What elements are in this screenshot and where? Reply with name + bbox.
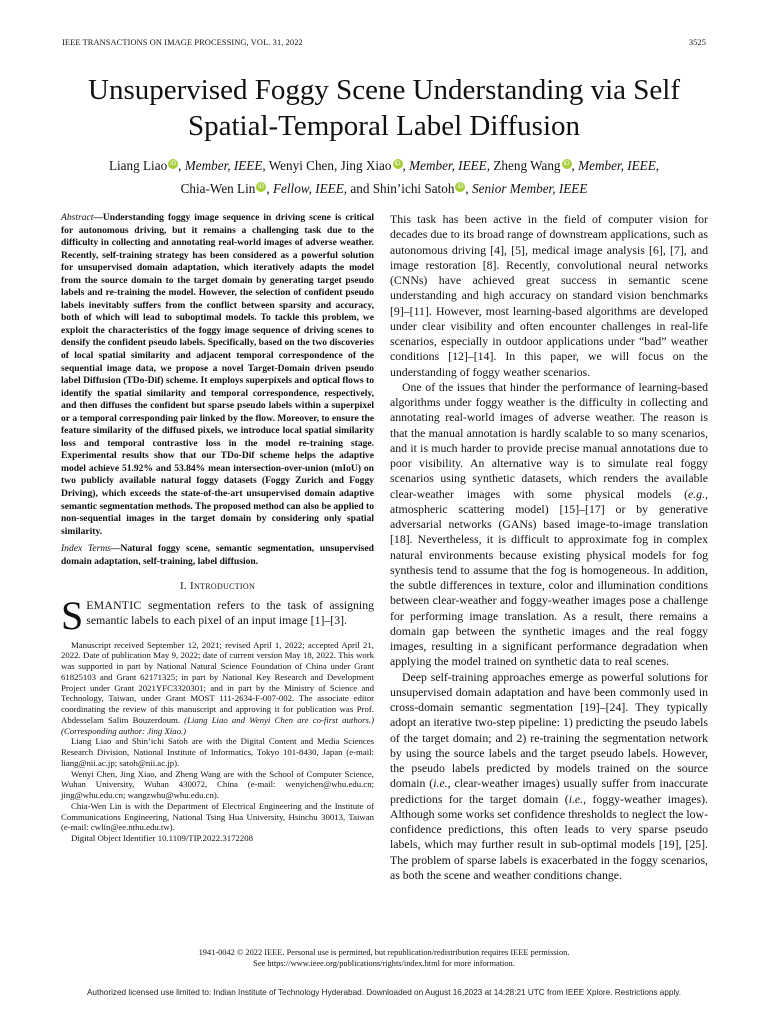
author-role: Member, IEEE	[578, 158, 656, 173]
author-role: Member, IEEE	[184, 158, 263, 173]
orcid-icon[interactable]: iD	[170, 159, 177, 167]
footnote-affiliation: Liang Liao and Shin’ichi Satoh are with the Digital Content and Media Sciences Research Division, National Institute of Informatics, Tokyo 101-8430, Japan (e-mail: liang@nii.ac.jp; satoh@nii.ac.jp).	[61, 736, 374, 768]
author-role: Fellow, IEEE	[272, 181, 344, 196]
page-number: 3525	[688, 38, 706, 47]
orcid-icon[interactable]: iD	[394, 159, 401, 167]
title-line-2: Spatial-Temporal Label Diffusion	[187, 110, 581, 142]
paper-title	[40, 72, 728, 144]
abstract: Abstract—Understanding foggy image sequence in driving scene is critical for autonomous driving, but it remains a challenging task due to the difficulty in collecting and annotating real-world images of adverse weather. Recently, self-training strategy has been considered as a powerful solution for unsupervised domain adaptation, which iteratively adapts the model from the source domain to the target domain by generating target pseudo labels and re-training the model. However, the selection of confident pseudo labels inevitably suffers from the conflict between sparsity and accuracy, both of which will lead to suboptimal models. To tackle this problem, we exploit the characteristics of the foggy image sequence of driving scenes to densify the confident pseudo labels. Specifically, based on the two discoveries of local spatial similarity and adjacent temporal correspondence of the sequential image data, we propose a novel Target-Domain driven pseudo label Diffusion (TDo-Dif) scheme. It employs superpixels and optical flows to identify the spatial similarity and temporal correspondence, respectively, and then diffuses the confident but sparse pseudo labels within a superpixel or a temporal corresponding pair linked by the flow. Moreover, to ensure the feature similarity of the diffused pixels, we introduce local spatial similarity loss and temporal contrastive loss in the model re-training stage. Experimental results show that our TDo-Dif scheme helps the adaptive model achieve 51.92% and 53.84% mean intersection-over-union (mIoU) on two publicly available natural foggy datasets (Foggy Zurich and Foggy Driving), which exceeds the state-of-the-art unsupervised domain adaptive semantic segmentation methods. The proposed method can also be applied to non-sequential images in the target domain by considering only spatial similarity.	[61, 212, 374, 537]
author-name: Zheng Wang	[493, 158, 561, 173]
orcid-icon[interactable]: iD	[563, 159, 570, 167]
rights-link[interactable]: See https://www.ieee.org/publications/rights/index.html for more information.	[253, 959, 515, 968]
orcid-icon[interactable]: iD	[258, 182, 265, 190]
abstract-text: Understanding foggy image sequence in driving scene is critical for autonomous driving, but it remains a challenging task due to the difficulty in collecting and annotating real-world images of adverse weather. Recently, self-training strategy has been considered as a powerful solution for unsupervised domain adaptation, which iteratively adapts the model from the source domain to the target domain by generating target pseudo labels and re-training the model. However, the selection of confident pseudo labels inevitably suffers from the conflict between sparsity and accuracy, both of which will lead to suboptimal models. To tackle this problem, we exploit the characteristics of the foggy image sequence of driving scenes to densify the confident pseudo labels. Specifically, based on the two discoveries of local spatial similarity and adjacent temporal correspondence of the sequential image data, we propose a novel Target-Domain driven pseudo label Diffusion (TDo-Dif) scheme. It employs superpixels and optical flows to identify the spatial similarity and temporal correspondence, respectively, and then diffuses the confident but sparse pseudo labels within a superpixel or a temporal corresponding pair linked by the flow. Moreover, to ensure the feature similarity of the diffused pixels, we introduce local spatial similarity loss and temporal contrastive loss in the model re-training stage. Experimental results show that our TDo-Dif scheme helps the adaptive model achieve 51.92% and 53.84% mean intersection-over-union (mIoU) on two publicly available natural foggy datasets (Foggy Zurich and Foggy Driving), which exceeds the state-of-the-art unsupervised domain adaptive semantic segmentation methods. The proposed method can also be applied to non-sequential images in the target domain by considering only spatial similarity.	[61, 212, 374, 537]
drop-cap: S	[61, 593, 84, 639]
journal-name: IEEE TRANSACTIONS ON IMAGE PROCESSING, VOL. 31, 2022	[62, 38, 303, 47]
body-paragraph: This task has been active in the field of computer vision for decades due to its broad range of downstream applications, such as autonomous driving [4], [5], medical image analysis [6], [7], and image restoration [8]. Recently, convolutional neural networks (CNNs) have achieved great success in semantic scene understanding and high accuracy on standard vision benchmarks [9]–[11]. However, most learning-based algorithms are developed under clear visibility and often encounter challenges in real-life scenarios, especially in outdoor applications under “bad” weather conditions [12]–[14]. In this paper, we will focus on the understanding of foggy weather scenarios.	[390, 212, 708, 379]
copyright-notice	[62, 947, 706, 969]
author-name: Chia-Wen Lin	[180, 181, 256, 196]
author-name: Shin’ichi Satoh	[372, 181, 455, 196]
author-name: Jing Xiao	[340, 158, 392, 173]
index-terms-label: Index Terms	[61, 543, 111, 555]
author-name: Wenyi Chen	[268, 158, 334, 173]
index-terms-text: Natural foggy scene, semantic segmentation, unsupervised domain adaptation, self-training, label diffusion.	[61, 543, 374, 567]
abstract-label: Abstract	[61, 212, 94, 223]
footnotes	[61, 640, 374, 844]
orcid-icon[interactable]: iD	[457, 182, 464, 190]
running-head	[62, 38, 706, 52]
footnote-corresponding-author: (Liang Liao and Wenyi Chen are co-first authors.) (Corresponding author: Jing Xiao.)	[61, 714, 375, 736]
body-paragraph: Deep self-training approaches emerge as powerful solutions for unsupervised domain adaptation and have been commonly used in cross-domain semantic segmentation [19]–[24]. They typically adopt an iterative two-step pipeline: 1) predicting the pseudo labels of the target domain; and 2) re-training the segmentation network by using the source labels and the target pseudo labels. However, the pseudo labels predicted by models trained on the source domain (i.e., clear-weather images) usually suffer from inaccurate predictions for the target domain (i.e., foggy-weather images). Although some works set confidence thresholds to neglect the low-confidence predictions, this often leads to very sparse pseudo labels, which may further result in sub-optimal models [19], [25]. The problem of sparse labels is exacerbated in the foggy scenarios, as both the scene and weather conditions change.	[390, 669, 708, 882]
copyright-line: 1941-0042 © 2022 IEEE. Personal use is permitted, but republication/redistribution requires IEEE permission.	[198, 948, 570, 957]
footnote-affiliation: Chia-Wen Lin is with the Department of Electrical Engineering and the Institute of Communications Engineering, National Tsing Hua University, Hsinchu 30013, Taiwan (e-mail: cwlin@ee.nthu.edu.tw).	[61, 800, 374, 833]
introduction-paragraph	[61, 593, 374, 639]
footnote-affiliation: Wenyi Chen, Jing Xiao, and Zheng Wang are with the School of Computer Science, Wuhan University, Wuhan 430072, China (e-mail: wenyichen@whu.edu.cn; jing@whu.edu.cn; wangzwhu@whu.edu.cn).	[61, 768, 374, 800]
right-column	[390, 212, 708, 883]
first-word: EMANTIC	[86, 598, 142, 613]
license-notice: Authorized licensed use limited to: Indian Institute of Technology Hyderabad. Downloaded on August 16,2023 at 14:28:21 UTC from IEEE Xplore. Restrictions apply.	[86, 988, 682, 997]
body-paragraph: One of the issues that hinder the performance of learning-based algorithms under foggy weather is the difficulty in collecting and annotating real-world images of adverse weather. The reason is that the manual annotation is hardly scalable to so many scenarios, and it is much harder to provide precise manual annotations due to poor visibility. An alternative way is to simulate real foggy scenarios using synthetic datasets, which renders the available clear-weather images with some physical models (e.g., atmospheric scattering model) [15]–[17] or by generative adversarial networks (GANs) based image-to-image translation [18]. Nevertheless, it is difficult to approximate fog in complex natural environments because existing physical models for fog synthesis tend to assume that the fog is homogeneous. In addition, the subtle differences in texture, color and illumination conditions between clear-weather and foggy-weather images pose a challenge for performing image translation. As a result, there remains a domain gap between the synthetic images and the real foggy images, resulting in a significant performance degradation when applying the model trained on synthetic data to real scenes.	[390, 379, 708, 669]
introduction-text: segmentation refers to the task of assigning semantic labels to each pixel of an input image [1]–[3].	[86, 598, 374, 628]
author-name: Liang Liao	[108, 158, 168, 173]
index-terms: Index Terms—Natural foggy scene, semantic segmentation, unsupervised domain adaptation, self-training, label diffusion.	[61, 543, 374, 567]
author-role: Senior Member, IEEE	[472, 181, 588, 196]
footnote-manuscript: Manuscript received September 12, 2021; revised April 1, 2022; accepted April 21, 2022. Date of publication May 9, 2022; date of current version May 18, 2022. This work was supported in part by National Natural Science Foundation of China under Grant 61825103 and Grant 62171325; in part by National Key Research and Development Project under Grant 2021YFC3320301; and in part by the Ministry of Science and Technology, Taiwan, under Grant MOST 111-2634-F-007-002. The associate editor coordinating the review of this manuscript and approving it for publication was Prof. Abdesselam Salim Bouzerdoum. (Liang Liao and Wenyi Chen are co-first authors.) (Corresponding author: Jing Xiao.)	[61, 639, 375, 736]
author-role: Member, IEEE	[409, 158, 487, 173]
footnote-doi[interactable]: Digital Object Identifier 10.1109/TIP.2022.3172208	[71, 833, 253, 843]
left-column	[61, 212, 374, 844]
author-list: Liang Liao iD , Member, IEEE, Wenyi Chen, Jing Xiao iD , Member, IEEE, Zheng Wang iD , Member, IEEE, Chia-Wen Lin iD , Fellow, IEEE, and Shin’ichi Satoh iD , Senior Member, IEEE	[108, 158, 660, 196]
section-heading-introduction: I. Introduction	[179, 580, 256, 593]
title-line-1: Unsupervised Foggy Scene Understanding via Self	[88, 74, 680, 106]
